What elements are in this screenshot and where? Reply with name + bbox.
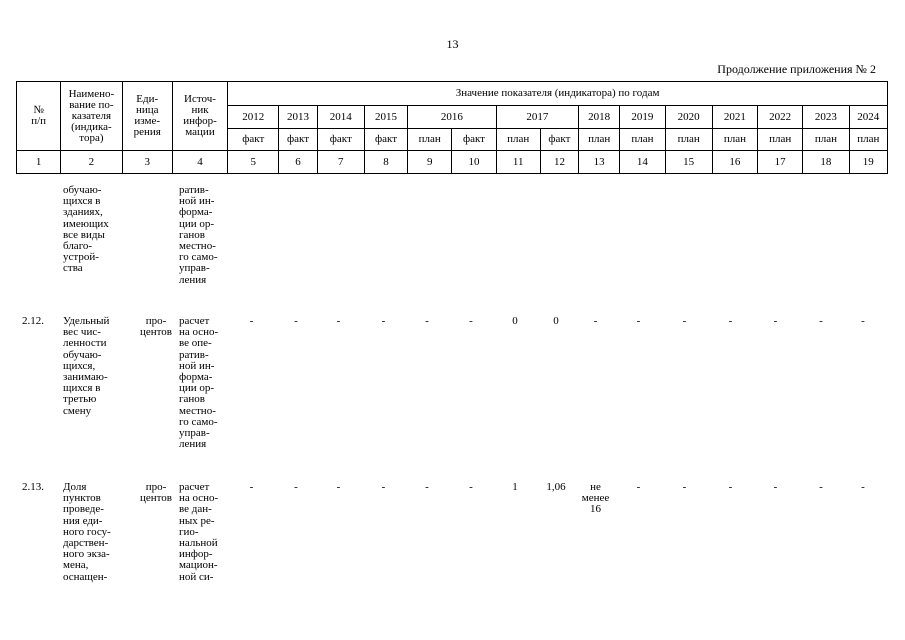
value-cell: -	[819, 315, 823, 327]
value-cell: не менее 16	[581, 481, 610, 516]
column-number: 2	[61, 151, 122, 174]
type-cell: план	[803, 129, 849, 151]
table-row	[16, 316, 888, 466]
column-number: 15	[665, 151, 712, 174]
value-cell: -	[336, 481, 341, 493]
year-2017: 2017	[496, 106, 578, 129]
value-cell: -	[682, 481, 687, 493]
header-indicator-name: Наимено- вание по- казателя (индика- тора)	[61, 82, 122, 151]
value-cell: -	[425, 315, 429, 327]
header-unit: Еди- ница изме- рения	[122, 82, 172, 151]
column-number: 19	[849, 151, 887, 174]
value-cell: -	[249, 315, 254, 327]
row-number: 2.13.	[22, 481, 44, 493]
value-cell: -	[336, 315, 341, 327]
value-cell: 0	[553, 315, 559, 327]
type-cell: план	[712, 129, 757, 151]
column-number: 11	[496, 151, 540, 174]
type-cell: план	[665, 129, 712, 151]
value-cell: -	[682, 315, 687, 327]
value-cell: -	[469, 481, 473, 493]
year-2014: 2014	[317, 106, 364, 129]
value-cell: -	[381, 481, 386, 493]
value-cell: -	[728, 315, 733, 327]
table-row	[16, 482, 888, 592]
value-cell: -	[819, 481, 823, 493]
value-cell: -	[294, 315, 298, 327]
column-number: 3	[122, 151, 172, 174]
unit: про- центов	[139, 315, 172, 339]
value-cell: -	[593, 315, 598, 327]
table-row	[16, 185, 888, 305]
year-2012: 2012	[228, 106, 279, 129]
source: расчет на осно- ве опе- ратив- ной ин- форма- ции ор- ганов местно- го само- управ- ления	[179, 315, 219, 451]
column-number: 18	[803, 151, 849, 174]
column-number: 8	[364, 151, 407, 174]
source: ратив- ной ин- форма- ции ор- ганов местно- го само- управ- ления	[179, 184, 218, 286]
appendix-continuation-note: Продолжение приложения № 2	[717, 62, 876, 76]
column-number: 14	[620, 151, 665, 174]
column-number: 16	[712, 151, 757, 174]
year-2024: 2024	[849, 106, 887, 129]
page-number: 13	[446, 37, 459, 51]
type-cell: факт	[364, 129, 407, 151]
value-cell: 0	[512, 315, 518, 327]
value-cell: -	[861, 315, 865, 327]
source: расчет на осно- ве дан- ных ре- гио- нальной инфор- мацион- ной си-	[179, 481, 219, 583]
value-cell: -	[469, 315, 473, 327]
column-number: 12	[540, 151, 578, 174]
year-2022: 2022	[758, 106, 803, 129]
header-source: Источ- ник инфор- мации	[172, 82, 227, 151]
column-number: 7	[317, 151, 364, 174]
type-cell: план	[579, 129, 620, 151]
type-cell: факт	[317, 129, 364, 151]
year-2020: 2020	[665, 106, 712, 129]
header-values-title: Значение показателя (индикатора) по годам	[228, 82, 888, 106]
column-number: 4	[172, 151, 227, 174]
column-number: 10	[452, 151, 496, 174]
indicator-name: Доля пунктов проведе- ния еди- ного госу- дарствен- ного экза- мена, оснащен-	[63, 481, 111, 583]
value-cell: -	[773, 315, 778, 327]
type-cell: план	[849, 129, 887, 151]
type-cell: план	[620, 129, 665, 151]
column-number: 17	[758, 151, 803, 174]
column-number: 5	[228, 151, 279, 174]
header-number: № п/п	[17, 82, 61, 151]
value-cell: -	[425, 481, 429, 493]
value-cell: -	[773, 481, 778, 493]
year-2018: 2018	[579, 106, 620, 129]
column-number: 9	[408, 151, 452, 174]
column-number: 1	[17, 151, 61, 174]
type-cell: факт	[540, 129, 578, 151]
column-number: 13	[579, 151, 620, 174]
year-2016: 2016	[408, 106, 496, 129]
type-cell: план	[758, 129, 803, 151]
value-cell: -	[294, 481, 298, 493]
indicator-name: обучаю- щихся в зданиях, имеющих все виды благо- устрой- ства	[63, 184, 109, 275]
year-2015: 2015	[364, 106, 407, 129]
value-cell: 1	[512, 481, 518, 493]
value-cell: -	[636, 315, 641, 327]
value-cell: 1,06	[546, 481, 566, 493]
unit: про- центов	[139, 481, 172, 505]
year-2023: 2023	[803, 106, 849, 129]
type-cell: план	[496, 129, 540, 151]
indicator-table	[16, 81, 888, 174]
value-cell: -	[636, 481, 641, 493]
year-2019: 2019	[620, 106, 665, 129]
type-cell: факт	[228, 129, 279, 151]
indicator-name: Удельный вес чис- ленности обучаю- щихся, занимаю- щихся в третью смену	[63, 315, 110, 417]
year-2021: 2021	[712, 106, 757, 129]
type-cell: план	[408, 129, 452, 151]
row-number: 2.12.	[22, 315, 44, 327]
column-number: 6	[279, 151, 317, 174]
value-cell: -	[861, 481, 865, 493]
value-cell: -	[381, 315, 386, 327]
type-cell: факт	[279, 129, 317, 151]
value-cell: -	[249, 481, 254, 493]
value-cell: -	[728, 481, 733, 493]
type-cell: факт	[452, 129, 496, 151]
year-2013: 2013	[279, 106, 317, 129]
